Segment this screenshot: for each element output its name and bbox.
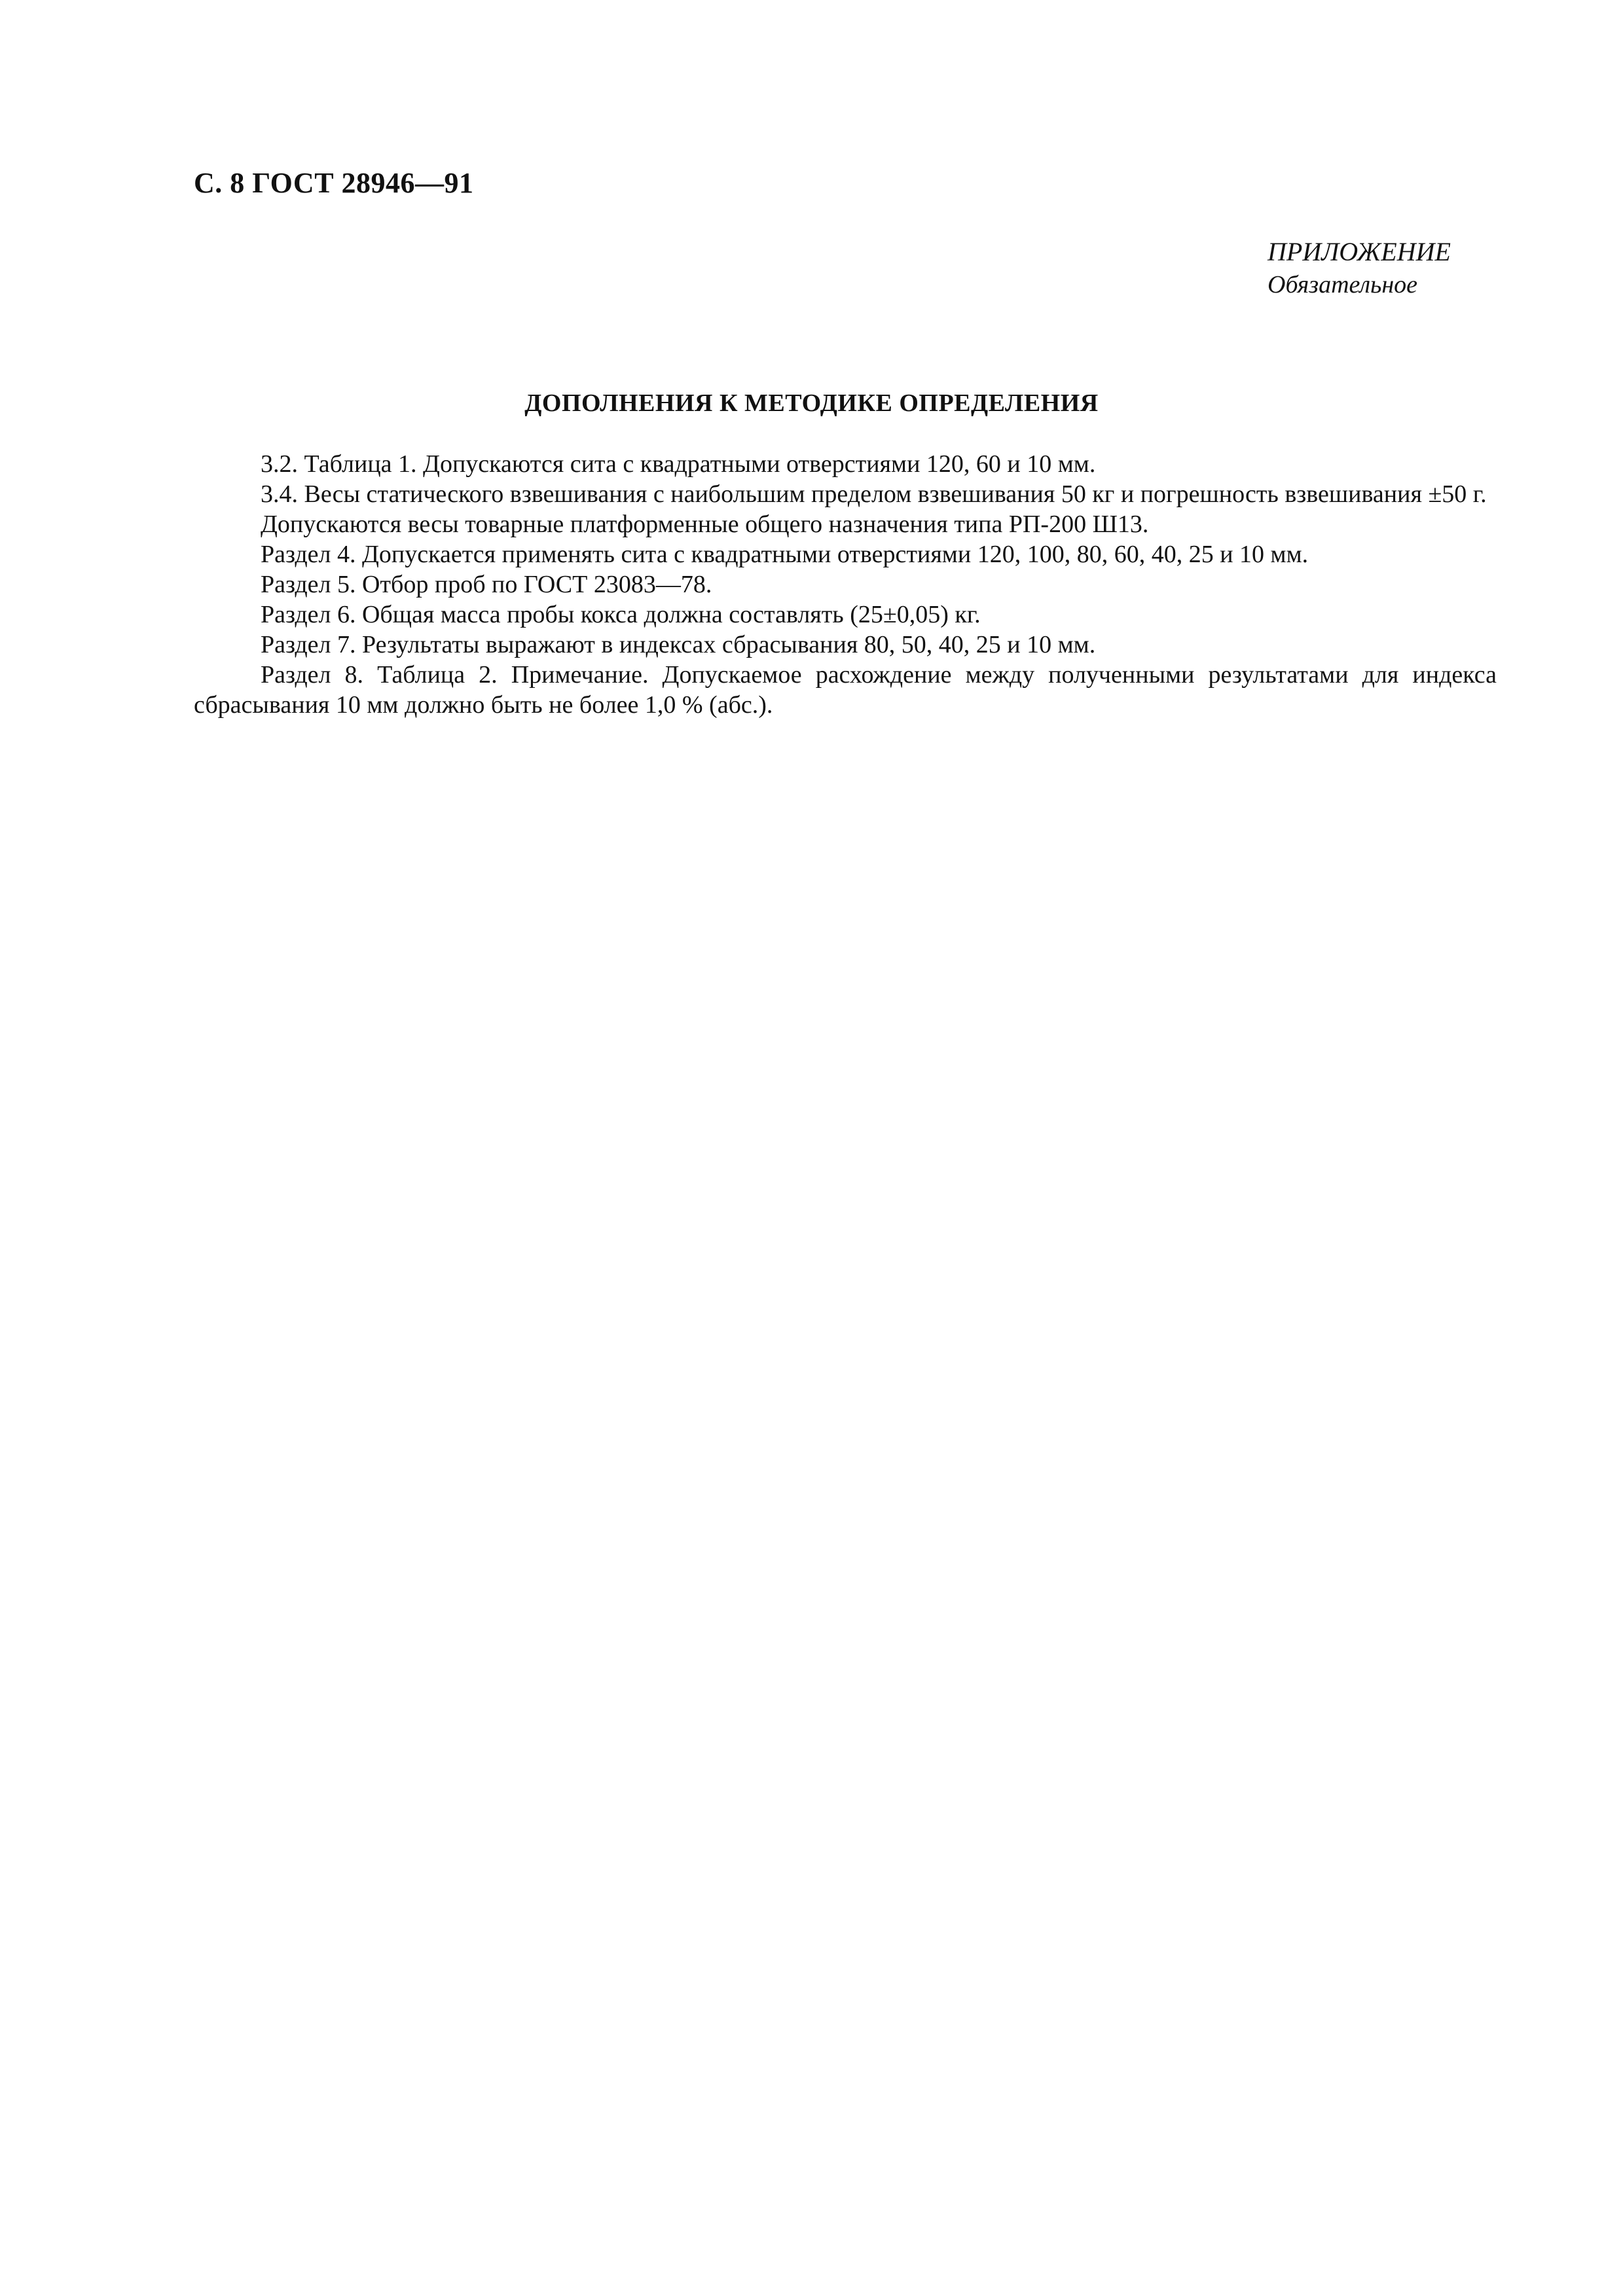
paragraph-section-4: Раздел 4. Допускается применять сита с квадратными отверстиями 120, 100, 80, 60, 40, 25 и 10 мм.	[261, 541, 1309, 568]
annex-label: ПРИЛОЖЕНИЕ	[1267, 237, 1451, 266]
paragraph-section-5: Раздел 5. Отбор проб по ГОСТ 23083—78.	[261, 571, 712, 598]
annex-status: Обязательное	[1267, 271, 1418, 298]
paragraph-section-6: Раздел 6. Общая масса пробы кокса должна составлять (25±0,05) кг.	[261, 601, 981, 628]
section-title: ДОПОЛНЕНИЯ К МЕТОДИКЕ ОПРЕДЕЛЕНИЯ	[524, 389, 1099, 417]
page-header: С. 8 ГОСТ 28946—91	[194, 167, 474, 199]
annex-block	[1267, 236, 1451, 301]
paragraph-section-7: Раздел 7. Результаты выражают в индексах сбрасывания 80, 50, 40, 25 и 10 мм.	[261, 631, 1096, 658]
paragraph-3-2: 3.2. Таблица 1. Допускаются сита с квадратными отверстиями 120, 60 и 10 мм.	[261, 450, 1096, 478]
paragraph-scales-allowed: Допускаются весы товарные платформенные общего назначения типа РП-200 Ш13.	[261, 511, 1149, 538]
paragraph-3-4: 3.4. Весы статического взвешивания с наибольшим пределом взвешивания 50 кг и погрешность взвешивания ±50 г.	[261, 480, 1487, 508]
paragraph-section-8: Раздел 8. Таблица 2. Примечание. Допускаемое расхождение между полученными результатами для индекса сбрасывания 10 мм должно быть не более 1,0 % (абс.).	[194, 661, 1497, 719]
body-text	[194, 449, 1497, 720]
